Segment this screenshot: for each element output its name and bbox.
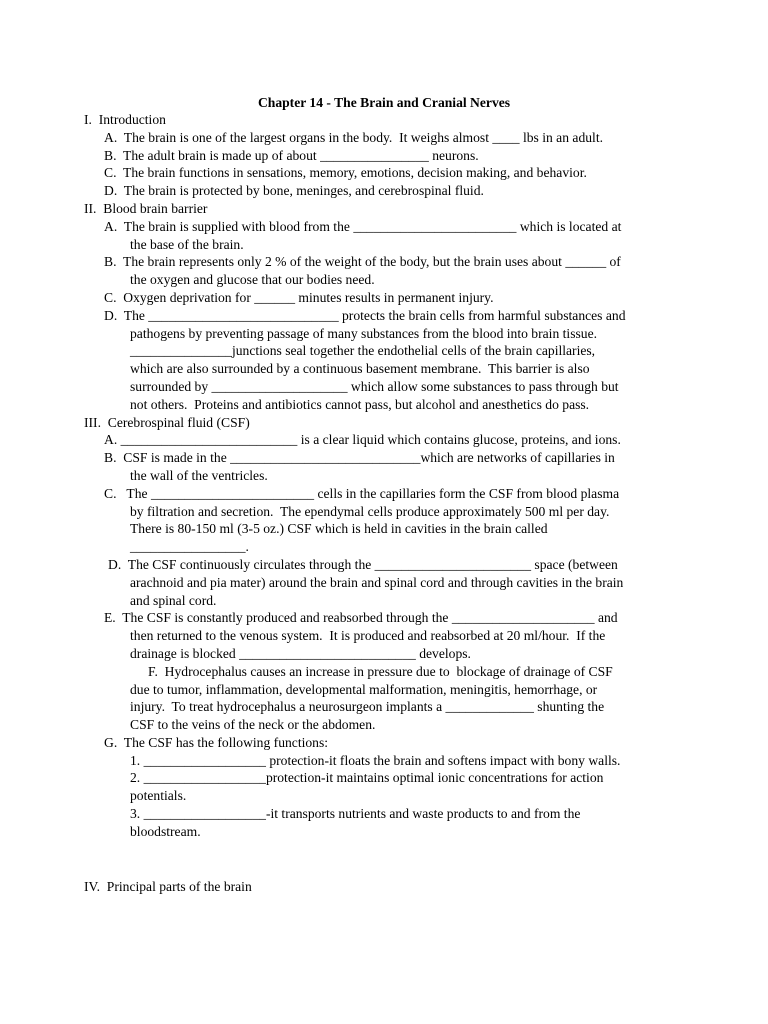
outline-continuation: potentials. xyxy=(130,788,187,804)
outline-body xyxy=(84,111,684,895)
outline-item: D. The brain is protected by bone, meninges, and cerebrospinal fluid. xyxy=(104,183,484,199)
outline-continuation: the wall of the ventricles. xyxy=(130,467,268,483)
outline-continuation: CSF to the veins of the neck or the abdomen. xyxy=(130,717,376,733)
outline-item: B. CSF is made in the ____________________________which are networks of capillaries in xyxy=(104,450,615,466)
outline-continuation: _______________junctions seal together the endothelial cells of the brain capillaries, xyxy=(130,343,596,359)
outline-item: A. The brain is one of the largest organs in the body. It weighs almost ____ lbs in an adult. xyxy=(104,129,603,145)
outline-continuation: due to tumor, inflammation, developmental malformation, meningitis, hemorrhage, or xyxy=(130,681,598,697)
outline-continuation: pathogens by preventing passage of many substances from the blood into brain tissue. xyxy=(130,325,597,341)
outline-continuation: _________________. xyxy=(130,539,249,555)
section-heading-4: IV. Principal parts of the brain xyxy=(84,878,252,894)
page-title: Chapter 14 - The Brain and Cranial Nerves xyxy=(257,95,511,110)
outline-continuation: injury. To treat hydrocephalus a neurosurgeon implants a _____________ shunting the xyxy=(130,699,605,715)
section-heading-2: II. Blood brain barrier xyxy=(84,200,208,216)
outline-item: A. The brain is supplied with blood from the ________________________ which is located at xyxy=(104,218,622,234)
outline-item: B. The brain represents only 2 % of the weight of the body, but the brain uses about ______ of xyxy=(104,254,621,270)
outline-continuation: There is 80-150 ml (3-5 oz.) CSF which is held in cavities in the brain called xyxy=(130,521,548,537)
outline-continuation: by filtration and secretion. The ependymal cells produce approximately 500 ml per day. xyxy=(130,503,610,519)
outline-continuation: the base of the brain. xyxy=(130,236,244,252)
outline-continuation: then returned to the venous system. It is produced and reabsorbed at 20 ml/hour. If the xyxy=(130,628,606,644)
numbered-item: 3. __________________-it transports nutrients and waste products to and from the xyxy=(130,806,581,822)
outline-item: C. Oxygen deprivation for ______ minutes results in permanent injury. xyxy=(104,289,494,305)
outline-item: B. The adult brain is made up of about ________________ neurons. xyxy=(104,147,479,163)
outline-continuation: arachnoid and pia mater) around the brain and spinal cord and through cavities in the brain xyxy=(130,574,624,590)
outline-item: D. The CSF continuously circulates through the _______________________ space (between xyxy=(108,556,618,572)
outline-continuation: drainage is blocked __________________________ develops. xyxy=(130,645,471,661)
outline-item: A. __________________________ is a clear liquid which contains glucose, proteins, and ions. xyxy=(104,432,621,448)
outline-item: C. The brain functions in sensations, memory, emotions, decision making, and behavior. xyxy=(104,165,587,181)
outline-continuation: not others. Proteins and antibiotics cannot pass, but alcohol and anesthetics do pass. xyxy=(130,396,590,412)
spacer xyxy=(84,841,684,878)
outline-item: F. Hydrocephalus causes an increase in pressure due to blockage of drainage of CSF xyxy=(148,663,613,679)
outline-continuation: the oxygen and glucose that our bodies need. xyxy=(130,272,375,288)
outline-item: D. The ____________________________ protects the brain cells from harmful substances and xyxy=(104,307,626,323)
section-heading-3: III. Cerebrospinal fluid (CSF) xyxy=(84,414,250,430)
outline-continuation: surrounded by ____________________ which allow some substances to pass through but xyxy=(130,378,619,394)
outline-item: E. The CSF is constantly produced and reabsorbed through the _____________________ and xyxy=(104,610,618,626)
numbered-item: 1. __________________ protection-it floats the brain and softens impact with bony walls. xyxy=(130,752,621,768)
numbered-item: 2. __________________protection-it maintains optimal ionic concentrations for action xyxy=(130,770,604,786)
section-heading-1: I. Introduction xyxy=(84,112,166,127)
outline-item: C. The ________________________ cells in the capillaries form the CSF from blood plasma xyxy=(104,485,620,501)
outline-continuation: which are also surrounded by a continuous basement membrane. This barrier is also xyxy=(130,361,590,377)
outline-continuation: and spinal cord. xyxy=(130,592,217,608)
outline-continuation: bloodstream. xyxy=(130,823,201,839)
outline-item: G. The CSF has the following functions: xyxy=(104,734,329,750)
